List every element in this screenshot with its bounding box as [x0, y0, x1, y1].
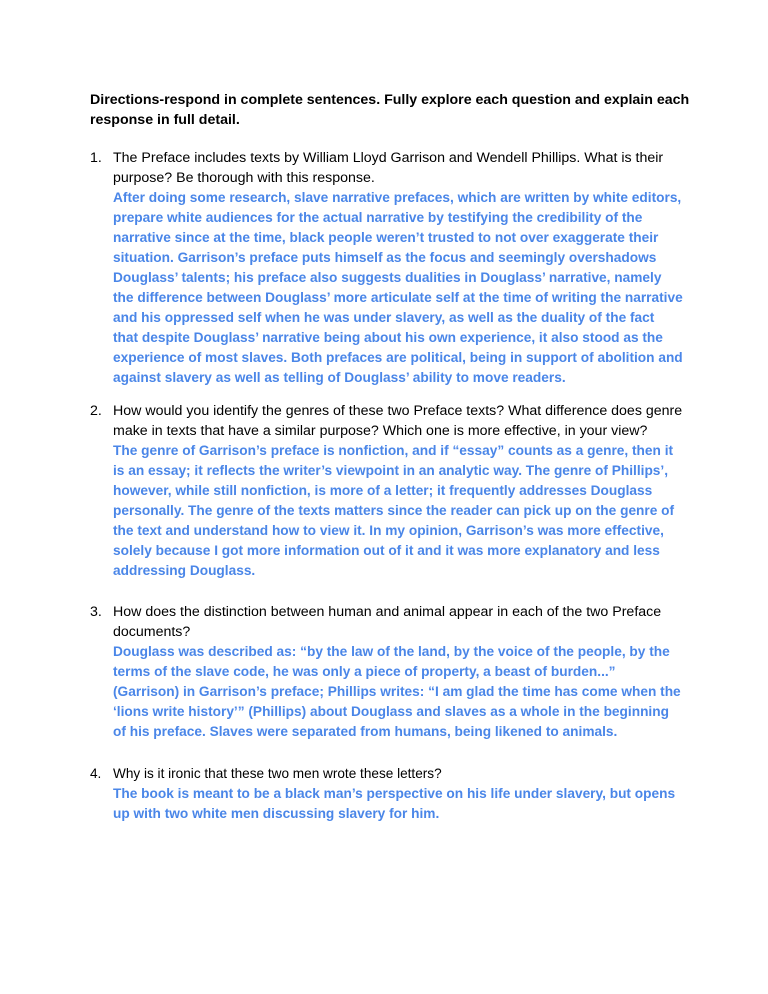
question-number: 1. — [90, 150, 102, 166]
question-text: How does the distinction between human and animal appear in each of the two Preface documents? — [113, 604, 662, 640]
question-number: 2. — [90, 403, 102, 419]
question-text: Why is it ironic that these two men wrote these letters? — [113, 766, 442, 781]
question-1 — [90, 148, 683, 388]
directions-text: Directions-respond in complete sentences. Fully explore each question and explain each response in full detail. — [90, 92, 690, 128]
question-4 — [90, 764, 683, 824]
question-text: The Preface includes texts by William Lloyd Garrison and Wendell Phillips. What is their purpose? Be thorough with this response. — [113, 150, 664, 186]
answer-text: The book is meant to be a black man’s perspective on his life under slavery, but opens up with two white men discussing slavery for him. — [113, 786, 676, 821]
question-text: How would you identify the genres of these two Preface texts? What difference does genre make in texts that have a similar purpose? Which one is more effective, in your view? — [113, 403, 683, 439]
question-3 — [90, 602, 683, 742]
answer-text: The genre of Garrison’s preface is nonfiction, and if “essay” counts as a genre, then it is an essay; it reflects the writer’s viewpoint in an analytic way. The genre of Phillips’, however, while still nonfiction, is more of a letter; it frequently addresses Douglass personally. The genre of the texts matters since the reader can pick up on the genre of the text and understand how to view it. In my opinion, Garrison’s was more effective, solely because I got more information out of it and it was more explanatory and less addressing Douglass. — [113, 443, 675, 578]
answer-text: After doing some research, slave narrative prefaces, which are written by white editors, prepare white audiences for the actual narrative by testifying the credibility of the narrative since at the time, black people weren’t trusted to not over exaggerate their situation. Garrison’s preface puts himself as the focus and seemingly overshadows Douglass’ talents; his preface also suggests dualities in Douglass’ narrative, namely the difference between Douglass’ more articulate self at the time of writing the narrative and his oppressed self when he was under slavery, as well as the duality of the fact that despite Douglass’ narrative being about his own experience, it also stood as the experience of most slaves. Both prefaces are political, being in support of abolition and against slavery as well as telling of Douglass’ ability to move readers. — [113, 190, 683, 385]
question-number: 4. — [90, 766, 102, 781]
question-number: 3. — [90, 604, 102, 620]
question-2 — [90, 401, 683, 581]
answer-text: Douglass was described as: “by the law of the land, by the voice of the people, by the terms of the slave code, he was only a piece of property, a beast of burden...” (Garrison) in Garrison’s preface; Phillips writes: “I am glad the time has come when the ‘lions write history’” (Phillips) about Douglass and slaves as a whole in the beginning of his preface. Slaves were separated from humans, being likened to animals. — [113, 644, 681, 739]
